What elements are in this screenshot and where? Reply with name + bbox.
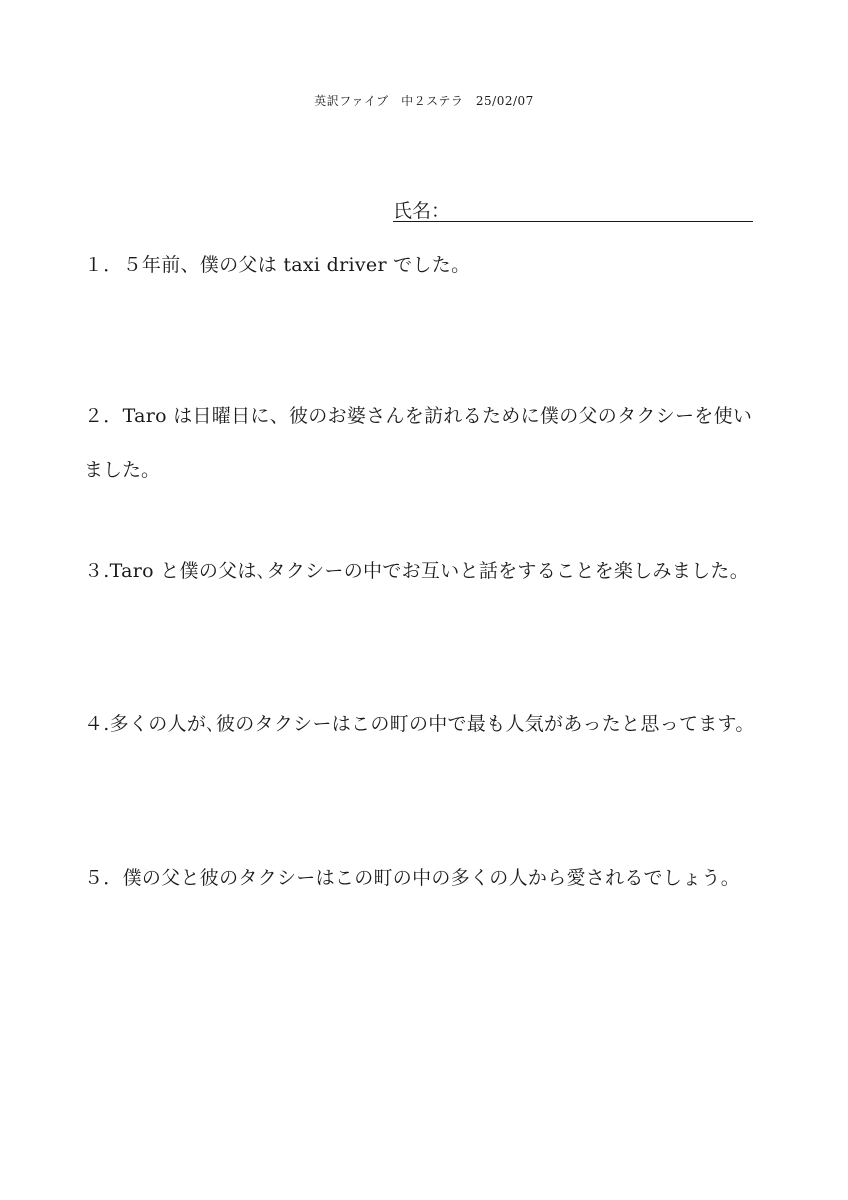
question-2-continuation: ました。 <box>84 459 161 481</box>
question-1 <box>84 250 470 277</box>
name-label: 氏名： <box>393 200 451 222</box>
question-text: 多くの人が､彼のタクシーはこの町の中で最も人気があったと思ってます。 <box>109 713 755 735</box>
question-text: ５年前、僕の父は taxi driver でした。 <box>122 254 471 276</box>
question-3 <box>84 556 749 583</box>
question-number: １． <box>84 254 123 276</box>
question-text: Taro は日曜日に、彼のお婆さんを訪れるために僕の父のタクシーを使い <box>122 405 753 427</box>
question-number: ３. <box>84 560 110 582</box>
name-field[interactable] <box>393 196 753 224</box>
question-number: ５． <box>84 867 123 889</box>
question-text: Taro と僕の父は､タクシーの中でお互いと話をすることを楽しみました。 <box>109 560 750 582</box>
question-2 <box>84 401 752 428</box>
question-text: 僕の父と彼のタクシーはこの町の中の多くの人から愛されるでしょう。 <box>122 867 741 889</box>
question-4 <box>84 709 755 736</box>
question-5 <box>84 863 740 890</box>
question-number: ２． <box>84 405 123 427</box>
worksheet-title: 英訳ファイブ 中２ステラ 25/02/07 <box>314 94 534 108</box>
name-underline <box>393 221 753 222</box>
question-number: ４. <box>84 713 110 735</box>
